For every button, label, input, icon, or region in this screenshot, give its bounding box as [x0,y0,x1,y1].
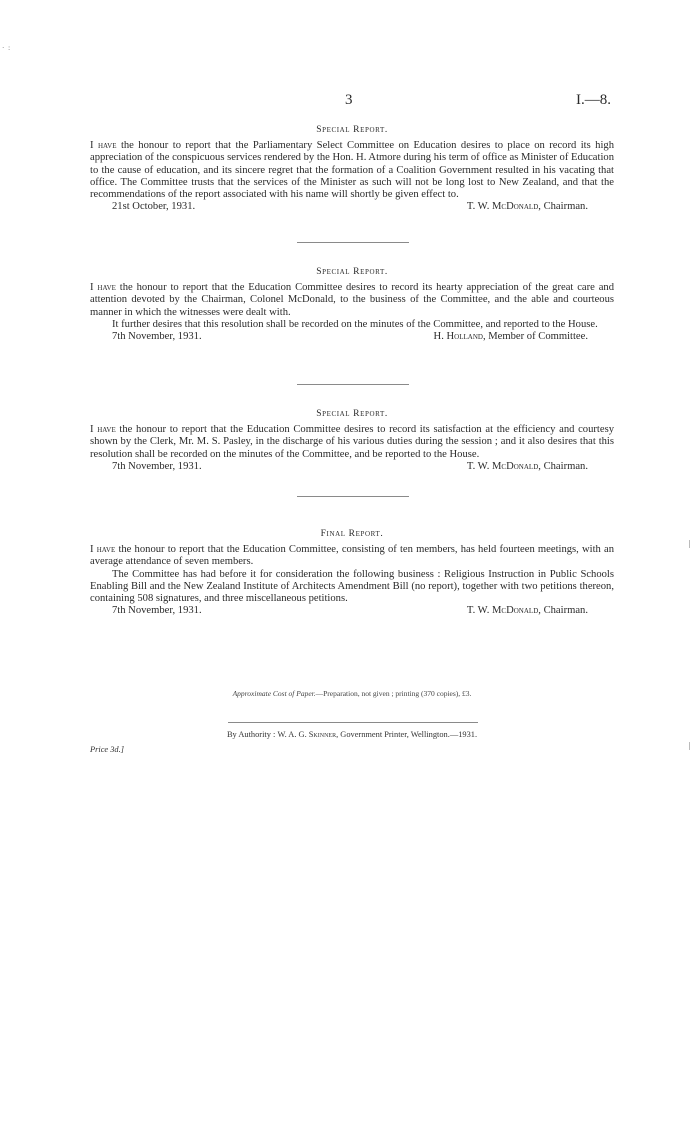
report-title: Final Report. [320,529,384,539]
footer-divider [228,722,478,723]
report-title: Special Report. [316,125,388,135]
report-paragraph: It further desires that this resolution shall be recorded on the minutes of the Committee, and reported to the House. [112,318,598,330]
margin-mark: · : [2,44,12,52]
cost-of-paper-note: Approximate Cost of Paper.—Preparation, not given ; printing (370 copies), £3. [232,689,472,698]
price-label: Price 3d.] [90,745,124,754]
section-divider [297,384,409,385]
report-date: 7th November, 1931. [112,605,202,617]
signature-row [90,331,614,344]
report-date: 7th November, 1931. [112,331,202,343]
section-divider [297,242,409,243]
special-report-clerk [90,408,614,474]
report-paragraph: The Committee has had before it for consideration the following business : Religious Instruction in Public Schools Enabling Bill and the New Zealand Institute of Architects Amendment Bill (no report), together with two petitions thereon, containing 508 signatures, and three miscellaneous petitions. [90,568,614,605]
final-report [90,528,614,618]
special-report-chairman [90,266,614,344]
report-title: Special Report. [316,267,388,277]
printer-imprint: By Authority : W. A. G. Skinner, Government Printer, Wellington.—1931. [226,730,478,739]
special-report-atmore [90,124,614,214]
report-paragraph: I have the honour to report that the Education Committee desires to record its hearty appreciation of the great care and attention devoted by the Chairman, Colonel McDonald, to the business of the Committee, and the able and courteous manner in which the witnesses were dealt with. [90,282,614,318]
signature-row [90,461,614,474]
section-divider [297,496,409,497]
page-number: 3 [345,92,353,108]
report-signature: T. W. McDonald, Chairman. [466,201,588,213]
report-paragraph: I have the honour to report that the Parliamentary Select Committee on Education desires to place on record its high appreciation of the conspicuous services rendered by the Hon. H. Atmore during his term of office as Minister of Education to the cause of education, and its sincere regret that the formation of a Coalition Government resulted in his vacating that office. The Committee trusts that the services of the Minister as such will not be long lost to New Zealand, and that the recommendations of the report associated with his name will shortly be given effect to. [90,140,614,201]
report-lead: I have [90,544,116,555]
edge-mark [689,742,690,750]
report-title: Special Report. [316,409,388,419]
report-date: 21st October, 1931. [112,201,196,213]
report-date: 7th November, 1931. [112,460,202,472]
report-paragraph: I have the honour to report that the Education Committee desires to record its satisfaction at the efficiency and courtesy shown by the Clerk, Mr. M. S. Pasley, in the discharge of his various duties during the session ; and it also desires that this resolution shall be recorded on the minutes of the Committee, and be reported to the House. [90,424,614,460]
edge-mark [689,540,690,548]
report-signature: T. W. McDonald, Chairman. [466,605,588,617]
report-signature: T. W. McDonald, Chairman. [466,460,588,472]
report-lead: I have [90,282,116,293]
paper-reference: I.—8. [576,92,611,108]
report-lead: I have [90,424,116,435]
report-lead: I have [90,140,117,151]
signature-row [90,201,614,214]
signature-row [90,605,614,618]
report-paragraph: I have the honour to report that the Education Committee, consisting of ten members, has held fourteen meetings, with an average attendance of seven members. [90,544,615,568]
report-signature: H. Holland, Member of Committee. [433,331,588,343]
